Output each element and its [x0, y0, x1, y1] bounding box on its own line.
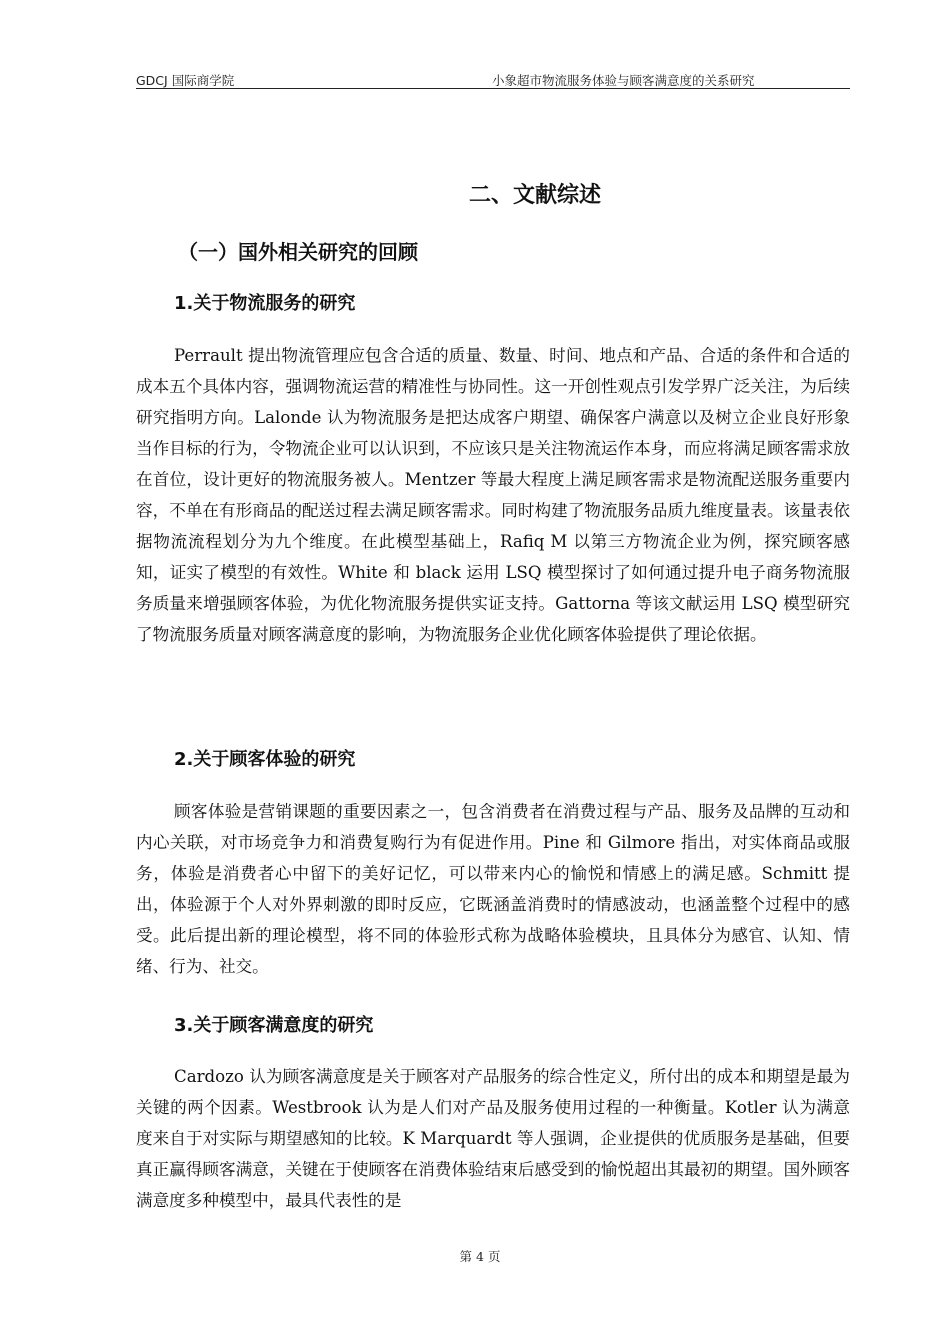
paragraph-satisfaction: Cardozo 认为顾客满意度是关于顾客对产品服务的综合性定义，所付出的成本和期望是最为关键的两个因素。Westbrook 认为是人们对产品及服务使用过程的一种衡量。Kotler 认为满意度来自于对实际与期望感知的比较。K Marquardt 等人强调，企业提供的优质服务是基础，但要真正赢得顾客满意，关键在于使顾客在消费体验结束后感受到的愉悦超出其最初的期望。国外顾客满意度多种模型中，最具代表性的是 — [136, 1067, 850, 1210]
paragraph-logistics: Perrault 提出物流管理应包含合适的质量、数量、时间、地点和产品、合适的条件和合适的成本五个具体内容，强调物流运营的精准性与协同性。这一开创性观点引发学界广泛关注，为后续研究指明方向。Lalonde 认为物流服务是把达成客户期望、确保客户满意以及树立企业良好形象当作目标的行为，令物流企业可以认识到，不应该只是关注物流运作本身，而应将满足顾客需求放在首位，设计更好的物流服务被人。Mentzer 等最大程度上满足顾客需求是物流配送服务重要内容，不单在有形商品的配送过程去满足顾客需求。同时构建了物流服务品质九维度量表。该量表依据物流流程划分为九个维度。在此模型基础上，Rafiq M 以第三方物流企业为例，探究顾客感知，证实了模型的有效性。White 和 black 运用 LSQ 模型探讨了如何通过提升电子商务物流服务质量来增强顾客体验，为优化物流服务提供实证支持。Gattorna 等该文献运用 LSQ 模型研究了物流服务质量对顾客满意度的影响，为物流服务企业优化顾客体验提供了理论依据。 — [136, 346, 850, 644]
paragraph-experience: 顾客体验是营销课题的重要因素之一，包含消费者在消费过程与产品、服务及品牌的互动和内心关联，对市场竞争力和消费复购行为有促进作用。Pine 和 Gilmore 指出，对实体商品或服务，体验是消费者心中留下的美好记忆，可以带来内心的愉悦和情感上的满足感。Schmitt 提出，体验源于个人对外界刺激的即时反应，它既涵盖消费时的情感波动，也涵盖整个过程中的感受。此后提出新的理论模型，将不同的体验形式称为战略体验模块，且具体分为感官、认知、情绪、行为、社交。 — [136, 802, 850, 976]
page-number: 第 4 页 — [459, 1249, 501, 1264]
subsection-title-experience: 2.关于顾客体验的研究 — [174, 749, 356, 770]
page-header — [136, 70, 850, 89]
section-title: （一）国外相关研究的回顾 — [178, 240, 418, 264]
header-paper-title: 小象超市物流服务体验与顾客满意度的关系研究 — [492, 73, 755, 88]
subsection-title-satisfaction: 3.关于顾客满意度的研究 — [174, 1015, 374, 1036]
chapter-title: 二、文献综述 — [468, 183, 601, 208]
header-school: GDCJ 国际商学院 — [136, 73, 235, 88]
subsection-title-logistics: 1.关于物流服务的研究 — [174, 293, 356, 314]
